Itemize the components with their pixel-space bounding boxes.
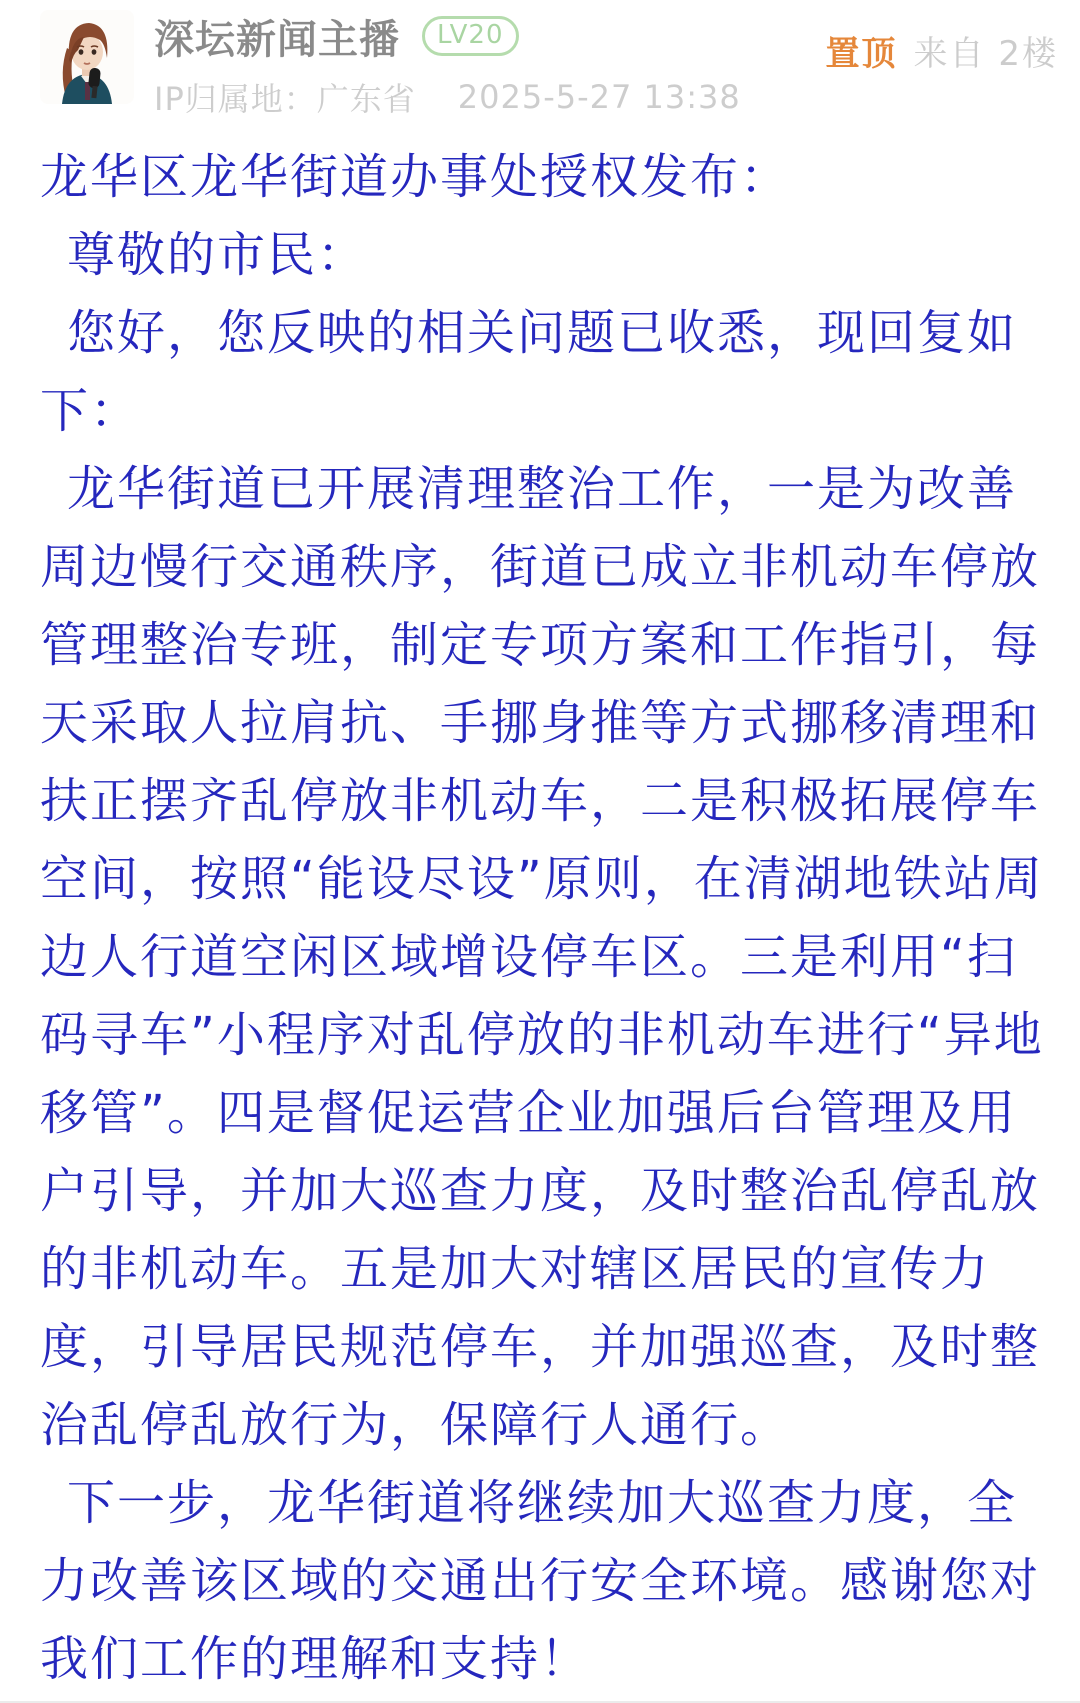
post-timestamp: 2025-5-27 13:38 [457,78,741,116]
pinned-badge: 置顶 [825,34,898,74]
post-paragraph: 龙华区龙华街道办事处授权发布： [40,149,791,205]
post-meta-row [154,74,741,120]
post-flags [826,10,1058,75]
username[interactable]: 深坛新闻主播 [154,16,400,63]
post-paragraph: 龙华街道已开展清理整治工作，一是为改善周边慢行交通秩序，街道已成立非机动车停放管理整治专班，制定专项方案和工作指引，每天采取人拉肩抗、手挪身推等方式挪移清理和扶正摆齐乱停放非机动车，二是积极拓展停车空间，按照“能设尽设”原则，在清湖地铁站周边人行道空闲区域增设停车区。三是利用“扫码寻车”小程序对乱停放的非机动车进行“异地移管”。四是督促运营企业加强后台管理及用户引导，并加大巡查力度，及时整治乱停乱放的非机动车。五是加大对辖区居民的宣传力度，引导居民规范停车，并加强巡查，及时整治乱停乱放行为，保障行人通行。 [40,461,1044,1453]
ip-location: IP归属地：广东省 [154,80,416,118]
post-body [0,120,1080,1698]
post-header [0,0,1080,120]
level-badge: LV20 [422,16,519,56]
post-paragraph: 下一步，龙华街道将继续加大巡查力度，全力改善该区域的交通出行安全环境。感谢您对我们工作的理解和支持！ [40,1475,1041,1687]
post-paragraph: 您好，您反映的相关问题已收悉，现回复如下： [40,305,1018,439]
post-paragraph: 尊敬的市民： [67,227,368,283]
user-avatar[interactable] [40,10,134,104]
author-row [154,10,741,62]
avatar-image [40,10,134,104]
author-block [154,10,741,120]
floor-label: 来自 2楼 [913,34,1058,74]
